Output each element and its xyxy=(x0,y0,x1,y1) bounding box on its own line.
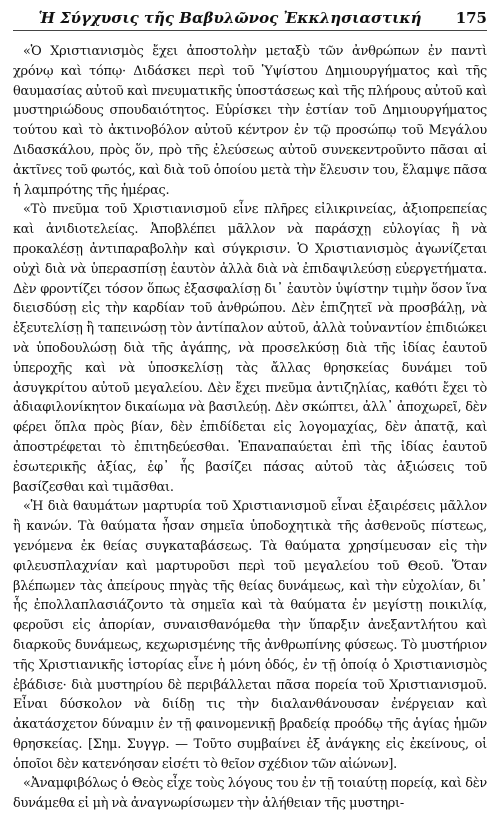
book-page xyxy=(13,8,487,814)
paragraph-3: «Ἡ διὰ θαυμάτων μαρτυρία τοῦ Χριστιανισμοῦ εἶναι ἐξαιρέσεις μᾶλλον ἢ κανών. Τὰ θαύματα ἦσαν σημεῖα ὑποδοχητικὰ τῆς ἀσθενοῦς πίστεως, γενόμενα ἐκ θείας συγκαταβάσεως. Τὰ θαύματα χρησίμευσαν εἰς τὴν φιλευσπλαχνίαν καὶ μαρτυροῦσι περὶ τοῦ μεγαλείου τοῦ Θεοῦ. Ὅταν βλέπωμεν τὰς ἀπείρους πηγὰς τῆς θείας δυνάμεως, καὶ τὴν εὐχολίαν, δι᾿ ἧς ἐπολλαπλασιάζοντο τὰ σημεῖα καὶ τὰ θαύματα ἐν μεγίστῃ ποικιλίᾳ, φεροῦσι εἰς ἀπορίαν, συναισθανόμεθα τὴν ὕπαρξιν ἀνεξαντλήτου καὶ διαρκοῦς δυνάμεως, κεχωρισμένης τῆς ἀνθρωπίνης φύσεως. Τὸ μυστήριον τῆς Χριστιανικῆς ἱστορίας εἶνε ἡ μόνη ὁδός, ἐν τῇ ὁποίᾳ ὁ Χριστιανισμὸς ἐβάδισε· διὰ μυστηρίου δὲ περιβάλλεται πᾶσα πορεία τοῦ Χριστιανισμοῦ. Εἶναι δύσκολον νὰ διίδῃ τις τὴν διαλανθάνουσαν ἐνέργειαν καὶ ἀκατάσχετον δύναμιν ἐν τῇ φαινομενικῇ βραδείᾳ προόδῳ τῆς ἁγίας ἡμῶν θρησκείας. [Σημ. Συγγρ. — Τοῦτο συμβαίνει ἐξ ἀνάγκης εἰς ἐκείνους, οἱ ὁποῖοι δὲν κατενόησαν εἰσέτι τὸ θεῖον σχέδιον τῶν αἰώνων]. xyxy=(13,499,487,772)
body-text xyxy=(13,42,487,814)
running-header xyxy=(13,8,487,31)
paragraph-4: «Ἀναμφιβόλως ὁ Θεὸς εἶχε τοὺς λόγους του ἐν τῇ τοιαύτῃ πορείᾳ, καὶ δὲν δυνάμεθα εἰ μὴ νὰ ἀναγνωρίσωμεν τὴν ἀλήθειαν τῆς μυστηρι- xyxy=(13,776,487,812)
page-header-title: Ἡ Σύγχυσις τῆς Βαβυλῶνος Ἐκκλησιαστική xyxy=(38,9,422,27)
paragraph-1: «Ὁ Χριστιανισμὸς ἔχει ἀποστολὴν μεταξὺ τῶν ἀνθρώπων ἐν παντὶ χρόνῳ καὶ τόπῳ· Διδάσκει περὶ τοῦ Ὑψίστου Δημιουργήματος καὶ τῆς θαυμασίας αὐτοῦ καὶ πνευματικῆς ὑποστάσεως καὶ τῆς πλήρους αὐτοῦ καὶ μυστηριώδους σπουδαιότητος. Εὑρίσκει τὴν ἑστίαν τοῦ Δημιουργήματος τούτου καὶ τὸ ἀκτινοβόλον αὐτοῦ κέντρον ἐν τῷ προσώπῳ τοῦ Μεγάλου Διδασκάλου, πρὸς ὅν, πρὸ τῆς ἐλεύσεως αὐτοῦ συνεκεντροῦντο πᾶσαι αἱ ἀκτῖνες τοῦ φωτός, καὶ διὰ τοῦ ὁποίου μετὰ τὴν ἔλευσιν του, ἔλαμψε πᾶσα ἡ λαμπρότης τῆς ἡμέρας. xyxy=(13,44,487,198)
page-number: 175 xyxy=(455,9,487,27)
paragraph-2: «Τὸ πνεῦμα τοῦ Χριστιανισμοῦ εἶνε πλῆρες εἰλικρινείας, ἀξιοπρεπείας καὶ ἀνιδιοτελείας. Ἀποβλέπει μᾶλλον νὰ παράσχῃ εὐλογίας ἢ νὰ προκαλέσῃ ἀντιπαραβολὴν καὶ σύγκρισιν. Ὁ Χριστιανισμὸς ἀγωνίζεται οὐχὶ διὰ νὰ ὑπερασπίσῃ ἑαυτὸν ἀλλὰ διὰ νὰ ἐπιδαψιλεύσῃ εὐεργετήματα. Δὲν φροντίζει τόσον ὅπως ἐξασφαλίσῃ δι᾿ ἑαυτὸν ὑψίστην τιμὴν ὅσον ἵνα διεισδύσῃ εἰς τὴν καρδίαν τοῦ ἀνθρώπου. Δὲν ἐπιζητεῖ νὰ προσβάλῃ, νὰ ἐξευτελίσῃ ἢ ταπεινώσῃ τὸν ἀντίπαλον αὐτοῦ, ἀλλὰ τοὐναντίον ἐπιδιώκει νὰ ὑποδουλώσῃ διὰ τῆς ἀγάπης, νὰ προσελκύσῃ διὰ τῆς ἰδίας ἑαυτοῦ ὑπεροχῆς καὶ νὰ ὑποσκελίσῃ τὰς ἄλλας θρησκείας δυνάμει τοῦ ἀσυγκρίτου αὐτοῦ μεγαλείου. Δὲν ἔχει πνεῦμα ἀντιζηλίας, καθότι ἔχει τὸ ἀδιαφιλονίκητον δικαίωμα νὰ βασιλεύῃ. Δὲν σκώπτει, ἀλλ᾿ ἀποχωρεῖ, δὲν φέρει ὅπλα πρὸς βίαν, δὲν ἐπιδίδεται εἰς λογομαχίας, δὲν ἀπατᾷ, καὶ ἀποστρέφεται τὸ ἐπιτηδεύεσθαι. Ἐπαναπαύεται ἐπὶ τῆς ἰδίας ἑαυτοῦ ἐσωτερικῆς ἀξίας, ἐφ᾿ ἧς βασίζει πάσας αὐτοῦ τὰς ἀξιώσεις τοῦ βασίζεσθαι καὶ τιμᾶσθαι. xyxy=(13,202,487,495)
